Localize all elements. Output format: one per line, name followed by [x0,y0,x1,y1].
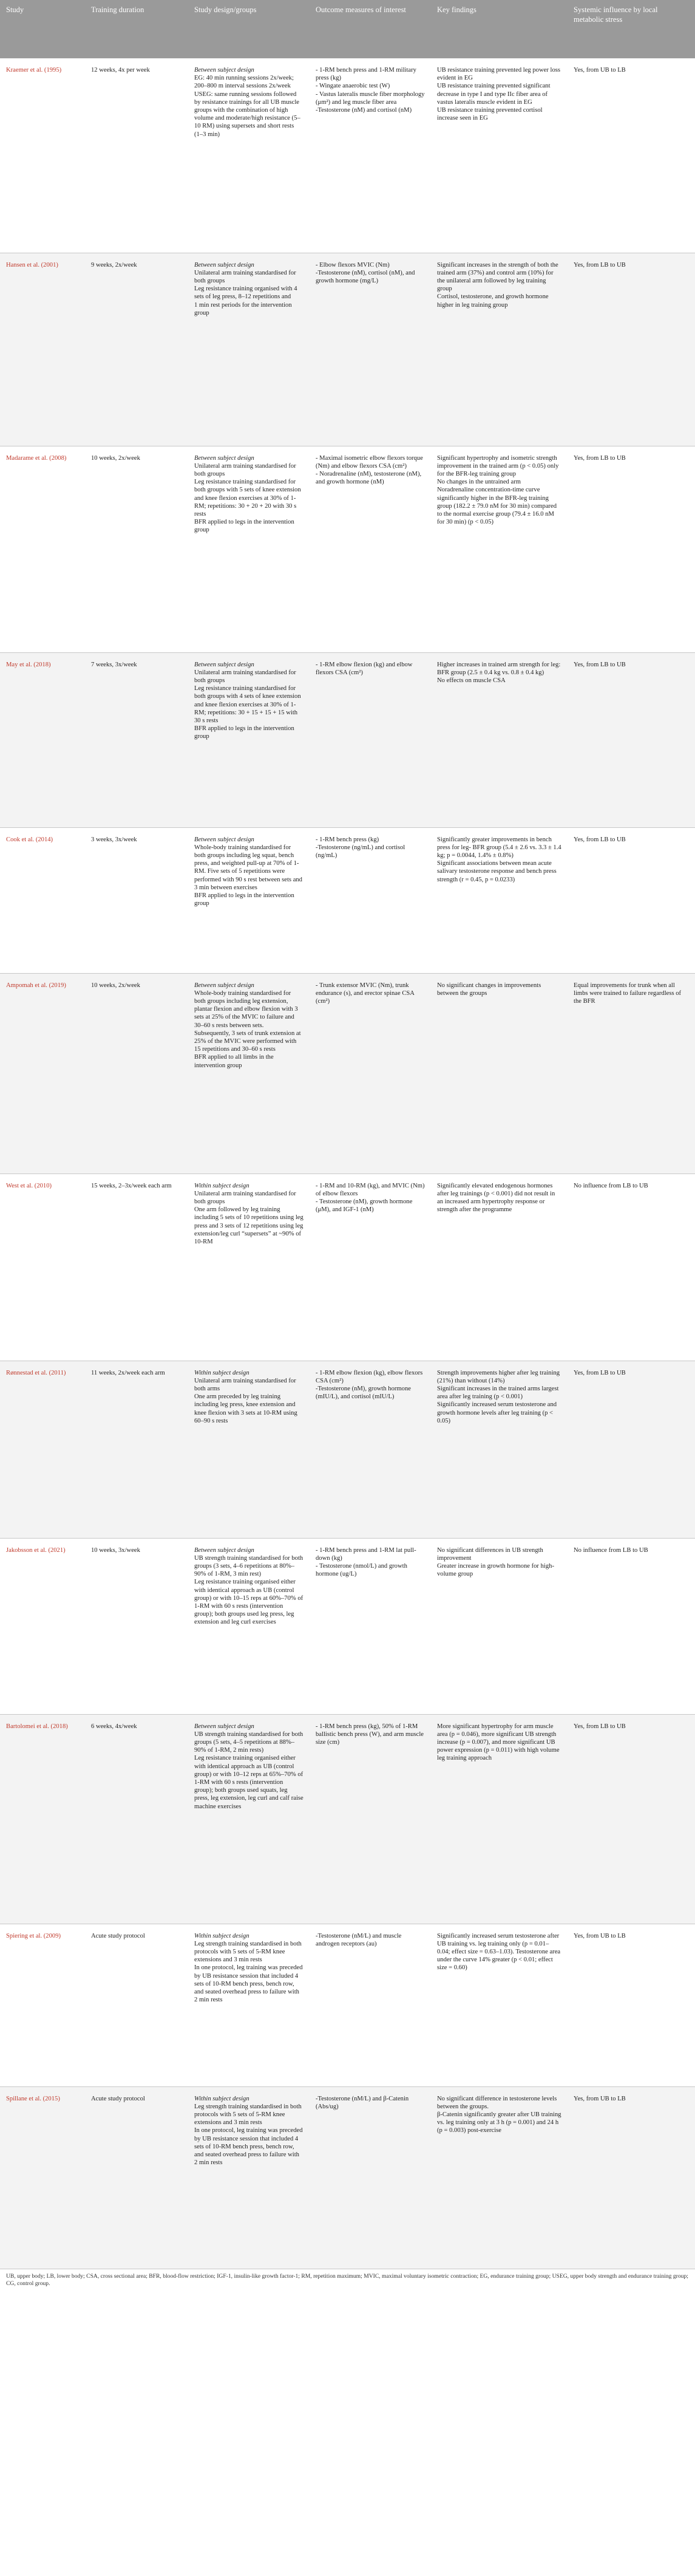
systemic-cell: Yes, from LB to UB [568,1714,695,1924]
cell-line: - Elbow flexors MVIC (Nm) [316,261,390,268]
outcomes-cell [310,973,431,1174]
cell-line: -Testosterone (nM) and cortisol (nM) [316,107,412,114]
cell-line: - Wingate anaerobic test (W) [316,83,390,90]
design-type: Between subject design [194,67,254,73]
cell-line: Leg strength training standardised in both protocols with 5 sets of 5-RM knee extensions and 3 min rests [194,2103,302,2127]
cell-line: - 1-RM bench press and 1-RM military press (kg) [316,67,416,82]
header-row [0,0,695,58]
design-type: Within subject design [194,2095,249,2102]
column-header: Study design/groups [188,0,310,58]
cell-line: Significant increases in the strength of both the trained arm (37%) and control arm (10%) for the unilateral arm followed by leg training group [437,261,558,293]
cell-line: Significant increases in the trained arms largest area after leg training (p < 0.001) [437,1385,559,1401]
study-citation-link[interactable]: Spillane et al. (2015) [6,2095,60,2102]
table-row [0,58,695,253]
cell-line: In one protocol, leg training was preceded by UB resistance session that included 4 sets of 10-RM bench press, bench row, and seated overhead press to failure with 2 min rests [194,1964,303,2004]
cell-line: Leg resistance training organised either with identical approach as UB (control group) or with 10–15 reps at 60%–70% of 1-RM with 60 s rests (intervention group); both groups used leg press, leg extension and leg curl exercises [194,1579,303,1626]
cell-line: - 1-RM and 10-RM (kg), and MVIC (Nm) of elbow flexors [316,1182,425,1197]
cell-line: Significantly increased serum testosterone and growth hormone levels after leg training (p < 0.05) [437,1401,557,1424]
findings-cell [431,1361,568,1538]
study-cell [0,1924,85,2086]
cell-line: Strength improvements higher after leg training (21%) than without (14%) [437,1369,560,1384]
outcomes-cell [310,827,431,973]
cell-line: - Trunk extensor MVIC (Nm), trunk endurance (s), and erector spinae CSA (cm²) [316,982,415,1005]
cell-line: Unilateral arm training standardised for both groups [194,462,296,477]
duration-cell: 10 weeks, 2x/week [85,973,188,1174]
design-type: Between subject design [194,1546,254,1554]
cell-line: Significant associations between mean acute salivary testosterone response and bench press strength (r = 0.45, p = 0.0233) [437,860,557,883]
cell-line: 1 min rest periods for the intervention group [194,301,292,316]
table-footnote: UB, upper body; LB, lower body; CSA, cross sectional area; BFR, blood-flow restriction; IGF-1, insulin-like growth factor-1; RM, repetition maximum; MVIC, maximal voluntary isometric contraction; EG, endurance training group; USEG, upper body strength and endurance training group; CG, control group. [6,2272,688,2287]
outcomes-cell [310,652,431,827]
duration-cell: Acute study protocol [85,1924,188,2086]
design-cell [188,253,310,446]
systemic-cell: No influence from LB to UB [568,1174,695,1361]
cell-line: Leg resistance training standardised for both groups with 5 sets of knee extension and knee flexion exercises at 30% of 1-RM; repetitions: 30 + 20 + 20 with 30 s rests [194,479,301,518]
column-header: Outcome measures of interest [310,0,431,58]
cell-line: Subsequently, 3 sets of trunk extension at 25% of the MVIC were performed with 15 repetitions and 30–60 s rests [194,1030,301,1053]
cell-line: - 1-RM bench press and 1-RM lat pull-down (kg) [316,1546,416,1562]
design-cell [188,1174,310,1361]
cell-line: -Testosterone (nM/L) and muscle androgen receptors (au) [316,1932,402,1947]
cell-line: Significantly increased serum testosterone after UB training vs. leg training only (p = 0.01–0.04; effect size = 0.63–1.03). Testosterone area under the curve 14% greater (p < 0.01; effect size = 0.60) [437,1932,561,1972]
cell-line: Unilateral arm training standardised for both groups [194,269,296,284]
systemic-cell: Yes, from UB to LB [568,1924,695,2086]
cell-line: 200–800 m interval sessions 2x/week [194,83,291,90]
column-header: Training duration [85,0,188,58]
column-header: Study [0,0,85,58]
study-cell [0,253,85,446]
findings-cell [431,2086,568,2269]
cell-line: - Testosterone (nmol/L) and growth hormone (ug/L) [316,1562,407,1578]
cell-line: EG: 40 min running sessions 2x/week; [194,75,294,82]
findings-cell [431,58,568,253]
table-row [0,253,695,446]
findings-cell [431,1924,568,2086]
table-row [0,973,695,1174]
cell-line: UB resistance training prevented cortisol increase seen in EG [437,107,543,122]
design-cell [188,446,310,652]
outcomes-cell [310,253,431,446]
cell-line: Unilateral arm training standardised for both groups [194,669,296,684]
cell-line: Unilateral arm training standardised for both arms [194,1377,296,1392]
cell-line: UB resistance training prevented leg power loss evident in EG [437,67,560,82]
duration-cell: 9 weeks, 2x/week [85,253,188,446]
cell-line: - 1-RM bench press (kg) [316,836,379,843]
study-cell [0,2086,85,2269]
cell-line: USEG: same running sessions followed by resistance trainings for all UB muscle groups with the combination of high volume and moderate/high resistance (5–10 RM) using supersets and short rests (1–3 min) [194,91,300,138]
cell-line: One arm preceded by leg training including leg press, knee extension and knee flexion with 3 sets at 10-RM using 60–90 s rests [194,1393,297,1424]
outcomes-cell [310,1174,431,1361]
cell-line: Significantly elevated endogenous hormones after leg trainings (p < 0.001) did not result in an increased arm hypertrophy response or strength after the programme [437,1182,555,1214]
table-header [0,0,695,58]
outcomes-cell [310,1924,431,2086]
cell-line: Leg strength training standardised in both protocols with 5 sets of 5-RM knee extensions and 3 min rests [194,1940,302,1964]
study-cell [0,446,85,652]
study-citation-link[interactable]: Kraemer et al. (1995) [6,67,62,73]
duration-cell: Acute study protocol [85,2086,188,2269]
design-cell [188,973,310,1174]
outcomes-cell [310,446,431,652]
findings-cell [431,446,568,652]
study-citation-link[interactable]: Spiering et al. (2009) [6,1932,61,1939]
table-row [0,2086,695,2269]
study-cell [0,58,85,253]
study-citation-link[interactable]: May et al. (2018) [6,661,51,668]
duration-cell: 12 weeks, 4x per week [85,58,188,253]
duration-cell: 3 weeks, 3x/week [85,827,188,973]
table-row [0,1714,695,1924]
outcomes-cell [310,1538,431,1714]
cell-line: No significant differences in UB strength improvement [437,1546,543,1562]
cell-line: - Vastus lateralis muscle fiber morphology (μm²) and leg muscle fiber area [316,91,425,106]
cell-line: Whole-body training standardised for both groups including leg squat, bench press, and weighted pull-up at 70% of 1-RM. Five sets of 5 repetitions were performed with 90 s rest between sets and [194,844,302,883]
design-type: Within subject design [194,1932,249,1939]
study-cell [0,1361,85,1538]
cell-line: 3 min between exercises [194,884,257,891]
cell-line: In one protocol, leg training was preceded by UB resistance session that included 4 sets of 10-RM bench press, bench row, and seated overhead press to failure with 2 min rests [194,2127,303,2167]
duration-cell: 7 weeks, 3x/week [85,652,188,827]
cell-line: - Maximal isometric elbow flexors torque (Nm) and elbow flexors CSA (cm²) [316,454,423,470]
cell-line: - Testosterone (nM), growth hormone (μM), and IGF-1 (nM) [316,1198,413,1214]
systemic-cell: Yes, from LB to UB [568,652,695,827]
cell-line: - 1-RM bench press (kg), 50% of 1-RM ballistic bench press (W), and arm muscle size (cm) [316,1723,424,1746]
study-cell [0,1538,85,1714]
systemic-cell: Yes, from UB to LB [568,2086,695,2269]
cell-line: UB resistance training prevented significant decrease in type I and type IIc fiber area of vastus lateralis muscle evident in EG [437,83,551,106]
design-cell [188,2086,310,2269]
study-citation-link[interactable]: Rønnestad et al. (2011) [6,1369,66,1376]
cell-line: Significantly greater improvements in bench press for leg- BFR group (5.4 ± 2.6 vs. 3.3 ± 1.4 kg; p = 0.0044, 1.4% ± 0.8%) [437,836,561,859]
cell-line: Leg resistance training standardised for both groups with 4 sets of knee extension and knee flexion exercises at 30% of 1-RM; repetitions: 30 + 15 + 15 + 15 with 30 s rests [194,685,301,724]
table-row [0,827,695,973]
cell-line: UB strength training standardised for both groups (5 sets, 4–5 repetitions at 88%–90% of 1-RM, 2 min rests) [194,1730,303,1754]
systemic-cell: Yes, from LB to UB [568,1361,695,1538]
study-citation-link[interactable]: Madarame et al. (2008) [6,454,67,462]
cell-line: No changes in the untrained arm [437,479,521,486]
cell-line: UB strength training standardised for both groups (3 sets, 4–6 repetitions at 80%–90% of 1-RM, 3 min rest) [194,1554,303,1578]
outcomes-cell [310,1361,431,1538]
study-cell [0,1174,85,1361]
study-citation-link[interactable]: Hansen et al. (2001) [6,261,58,268]
study-cell [0,973,85,1174]
design-type: Between subject design [194,261,254,268]
design-type: Between subject design [194,454,254,462]
duration-cell: 6 weeks, 4x/week [85,1714,188,1924]
systemic-cell: Yes, from LB to UB [568,446,695,652]
systemic-cell: Yes, from LB to UB [568,253,695,446]
cell-line: Unilateral arm training standardised for both groups [194,1190,296,1205]
design-type: Between subject design [194,661,254,668]
findings-cell [431,1174,568,1361]
outcomes-cell [310,1714,431,1924]
systemic-cell: Yes, from LB to UB [568,827,695,973]
cell-line: - 1-RM elbow flexion (kg), elbow flexors CSA (cm²) [316,1369,423,1384]
column-header: Systemic influence by local metabolic stress [568,0,695,58]
findings-cell [431,253,568,446]
cell-line: -Testosterone (nM), cortisol (nM), and growth hormone (mg/L) [316,269,415,284]
table-row [0,652,695,827]
design-type: Within subject design [194,1369,249,1376]
design-cell [188,827,310,973]
design-cell [188,58,310,253]
duration-cell: 11 weeks, 2x/week each arm [85,1361,188,1538]
table-row [0,1174,695,1361]
cell-line: No significant difference in testosterone levels between the groups. [437,2095,557,2110]
duration-cell: 10 weeks, 2x/week [85,446,188,652]
cell-line: No significant changes in improvements between the groups [437,982,541,997]
cell-line: Whole-body training standardised for both groups including leg extension, plantar flexion and elbow flexion with 3 sets at 25% of the MVIC to failure and 30–60 s rests between sets. [194,989,298,1029]
study-citation-link[interactable]: Bartolomei et al. (2018) [6,1723,68,1730]
design-cell [188,1538,310,1714]
systemic-cell: No influence from LB to UB [568,1538,695,1714]
design-type: Between subject design [194,836,254,843]
table-row [0,1924,695,2086]
cell-line: More significant hypertrophy for arm muscle area (p = 0.046), more significant UB strength increase (p = 0.007), and more significant UB power expression (p = 0.011) with high volume leg training approach [437,1723,560,1762]
cell-line: BFR applied to legs in the intervention group [194,519,294,534]
design-type: Within subject design [194,1182,249,1189]
study-citation-link[interactable]: Jakobsson et al. (2021) [6,1546,66,1554]
systemic-cell: Yes, from UB to LB [568,58,695,253]
cell-line: No effects on muscle CSA [437,677,506,684]
cell-line: Higher increases in trained arm strength for leg: BFR group (2.5 ± 0.4 kg vs. 0.8 ± 0.4 kg) [437,661,561,676]
design-type: Between subject design [194,982,254,989]
cell-line: Leg resistance training organised either with identical approach as UB (control group) or with 10–12 reps at 65%–70% of 1-RM with 60 s rests (intervention group); both groups used squats, leg press, leg extension, leg curl and calf raise machine exercises [194,1755,303,1810]
table-row [0,1361,695,1538]
cell-line: β-Catenin significantly greater after UB training vs. leg training only at 3 h (p = 0.001) and 24 h (p = 0.003) post-exercise [437,2111,561,2134]
study-cell [0,827,85,973]
study-cell [0,652,85,827]
design-cell [188,1714,310,1924]
design-cell [188,652,310,827]
cell-line: - Noradrenaline (nM), testosterone (nM), and growth hormone (nM) [316,470,422,486]
findings-cell [431,1538,568,1714]
study-citation-link[interactable]: Ampomah et al. (2019) [6,982,66,989]
column-header: Key findings [431,0,568,58]
cell-line: BFR applied to all limbs in the intervention group [194,1054,274,1069]
cell-line: Greater increase in growth hormone for high-volume group [437,1562,554,1578]
cell-line: - 1-RM elbow flexion (kg) and elbow flexors CSA (cm²) [316,661,413,676]
study-citation-link[interactable]: West et al. (2010) [6,1182,52,1189]
cell-line: -Testosterone (nM), growth hormone (mIU/L), and cortisol (mIU/L) [316,1385,411,1401]
cell-line: Noradrenaline concentration-time curve significantly higher in the BFR-leg training group (182.2 ± 79.0 nM for 30 min) compared to the normal exercise group (79.4 ± 16.0 nM for 30 min) (p < 0.05) [437,487,557,526]
cell-line: Leg resistance training organised with 4 sets of leg press, 8–12 repetitions and [194,285,297,301]
systemic-cell: Equal improvements for trunk when all limbs were trained to failure regardless of the BFR [568,973,695,1174]
findings-cell [431,973,568,1174]
design-cell [188,1361,310,1538]
findings-cell [431,652,568,827]
cell-line: -Testosterone (ng/mL) and cortisol (ng/mL) [316,844,405,859]
cell-line: BFR applied to legs in the intervention group [194,725,294,740]
study-cell [0,1714,85,1924]
outcomes-cell [310,58,431,253]
findings-cell [431,827,568,973]
study-citation-link[interactable]: Cook et al. (2014) [6,836,53,843]
cell-line: Cortisol, testosterone, and growth hormone higher in leg training group [437,293,549,309]
table-row [0,446,695,652]
design-type: Between subject design [194,1723,254,1730]
design-cell [188,1924,310,2086]
cell-line: -Testosterone (nM/L) and β-Catenin (Abs/ug) [316,2095,409,2110]
table-body [0,58,695,2269]
duration-cell: 15 weeks, 2–3x/week each arm [85,1174,188,1361]
cell-line: BFR applied to legs in the intervention group [194,892,294,907]
findings-cell [431,1714,568,1924]
outcomes-cell [310,2086,431,2269]
duration-cell: 10 weeks, 3x/week [85,1538,188,1714]
table-row [0,1538,695,1714]
cell-line: Significant hypertrophy and isometric strength improvement in the trained arm (p < 0.05) only for the BFR-leg training group [437,454,559,477]
cell-line: One arm followed by leg training including 5 sets of 10 repetitions using leg press and 3 sets of 12 repetitions using leg extension/leg curl “supersets” at ~90% of 10-RM [194,1206,303,1245]
